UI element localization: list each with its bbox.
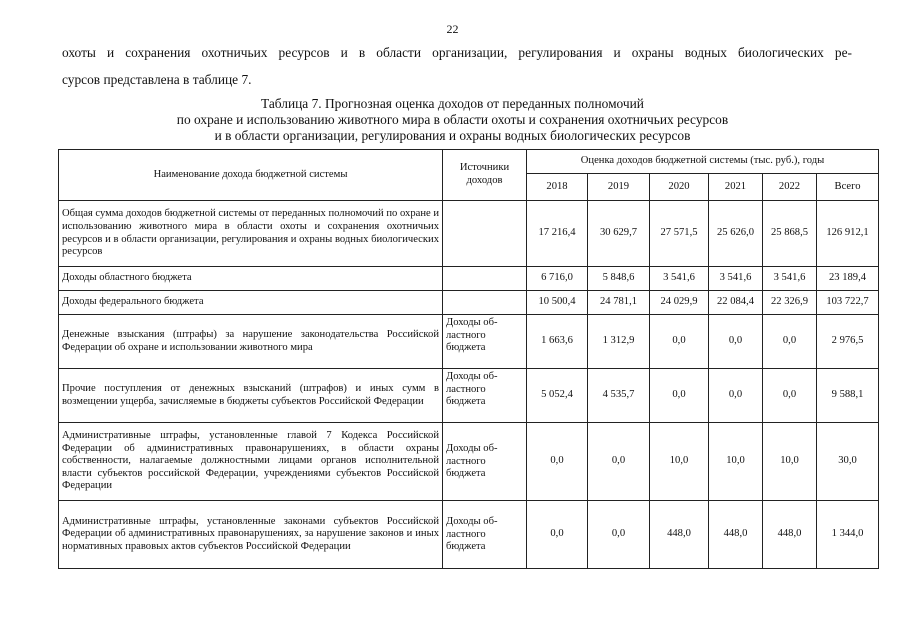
table-row <box>59 501 879 569</box>
intro-line-1: охоты и сохранения охотничьих ресурсов и в области организации, регулирования и охраны водных биологических ре- <box>62 45 852 60</box>
row-value: 30 629,7 <box>588 201 650 267</box>
row-source <box>443 201 527 267</box>
row-total: 1 344,0 <box>817 501 879 569</box>
row-value: 0,0 <box>650 315 709 369</box>
row-value: 10,0 <box>763 423 817 501</box>
row-value: 0,0 <box>709 315 763 369</box>
row-value: 22 326,9 <box>763 291 817 315</box>
row-name: Доходы федерального бюджета <box>59 291 443 315</box>
page-number: 22 <box>446 22 459 36</box>
row-value: 0,0 <box>527 501 588 569</box>
row-value: 17 216,4 <box>527 201 588 267</box>
row-total: 9 588,1 <box>817 369 879 423</box>
row-value: 24 781,1 <box>588 291 650 315</box>
header-total: Всего <box>817 174 879 201</box>
header-year: 2020 <box>650 174 709 201</box>
row-name: Доходы областного бюджета <box>59 267 443 291</box>
row-total: 23 189,4 <box>817 267 879 291</box>
row-value: 10 500,4 <box>527 291 588 315</box>
row-value: 5 052,4 <box>527 369 588 423</box>
caption-line-1: Таблица 7. Прогнозная оценка доходов от переданных полномочий <box>261 96 644 111</box>
row-value: 448,0 <box>709 501 763 569</box>
row-value: 27 571,5 <box>650 201 709 267</box>
row-name: Прочие поступления от денежных взысканий (штрафов) и иных сумм в возмещении ущерба, зачисляемые в бюджеты субъектов Российской Федерации <box>59 369 443 423</box>
row-name: Денежные взыскания (штрафы) за нарушение законодательства Российской Федерации об охране и использовании животного мира <box>59 315 443 369</box>
table-row <box>59 267 879 291</box>
row-value: 448,0 <box>650 501 709 569</box>
row-source: Доходы об-ластного бюджета <box>443 315 527 369</box>
row-value: 3 541,6 <box>650 267 709 291</box>
header-estimate: Оценка доходов бюджетной системы (тыс. руб.), годы <box>527 150 879 174</box>
table-header-row <box>59 150 879 174</box>
row-value: 3 541,6 <box>763 267 817 291</box>
row-total: 126 912,1 <box>817 201 879 267</box>
row-value: 5 848,6 <box>588 267 650 291</box>
row-value: 22 084,4 <box>709 291 763 315</box>
header-year: 2022 <box>763 174 817 201</box>
row-name: Административные штрафы, установленные законами субъектов Российской Федерации об административных правонарушениях, за нарушение законов и иных нормативных правовых актов субъектов Российской Федерации <box>59 501 443 569</box>
header-year: 2021 <box>709 174 763 201</box>
header-year: 2019 <box>588 174 650 201</box>
row-value: 4 535,7 <box>588 369 650 423</box>
header-source: Источники доходов <box>443 150 527 201</box>
row-source: Доходы об-ластного бюджета <box>443 501 527 569</box>
table-row <box>59 369 879 423</box>
table-row <box>59 201 879 267</box>
row-value: 0,0 <box>709 369 763 423</box>
row-source: Доходы об-ластного бюджета <box>443 423 527 501</box>
row-value: 0,0 <box>763 315 817 369</box>
row-value: 0,0 <box>527 423 588 501</box>
caption-line-3: и в области организации, регулирования и охраны водных биологических ресурсов <box>214 128 691 143</box>
row-value: 10,0 <box>709 423 763 501</box>
row-value: 25 868,5 <box>763 201 817 267</box>
row-value: 1 663,6 <box>527 315 588 369</box>
row-value: 3 541,6 <box>709 267 763 291</box>
table-caption <box>0 96 905 144</box>
row-value: 6 716,0 <box>527 267 588 291</box>
caption-line-2: по охране и использованию животного мира в области охоты и сохранения охотничьих ресурсов <box>176 112 729 127</box>
intro-line-2: сурсов представлена в таблице 7. <box>62 72 252 87</box>
row-value: 1 312,9 <box>588 315 650 369</box>
row-total: 30,0 <box>817 423 879 501</box>
row-source <box>443 291 527 315</box>
row-value: 0,0 <box>588 501 650 569</box>
row-total: 103 722,7 <box>817 291 879 315</box>
row-value: 0,0 <box>763 369 817 423</box>
row-value: 448,0 <box>763 501 817 569</box>
revenue-table <box>58 149 879 569</box>
row-value: 10,0 <box>650 423 709 501</box>
row-value: 0,0 <box>588 423 650 501</box>
row-name: Административные штрафы, установленные главой 7 Кодекса Российской Федерации об административных правонарушениях, в области охраны собственности, налагаемые должностными лицами органов исполнительной власти субъектов российской Федерации, учреждениями субъектов Российской Федерации <box>59 423 443 501</box>
row-total: 2 976,5 <box>817 315 879 369</box>
table-row <box>59 315 879 369</box>
row-value: 24 029,9 <box>650 291 709 315</box>
row-value: 0,0 <box>650 369 709 423</box>
row-source: Доходы об-ластного бюджета <box>443 369 527 423</box>
row-source <box>443 267 527 291</box>
header-year: 2018 <box>527 174 588 201</box>
header-name: Наименование дохода бюджетной системы <box>59 150 443 201</box>
table-row <box>59 423 879 501</box>
row-name: Общая сумма доходов бюджетной системы от переданных полномочий по охране и использованию животного мира в области охоты и сохранения охотничьих ресурсов и в области организации, регулирования и охраны водных биологических ресурсов <box>59 201 443 267</box>
table-row <box>59 291 879 315</box>
row-value: 25 626,0 <box>709 201 763 267</box>
